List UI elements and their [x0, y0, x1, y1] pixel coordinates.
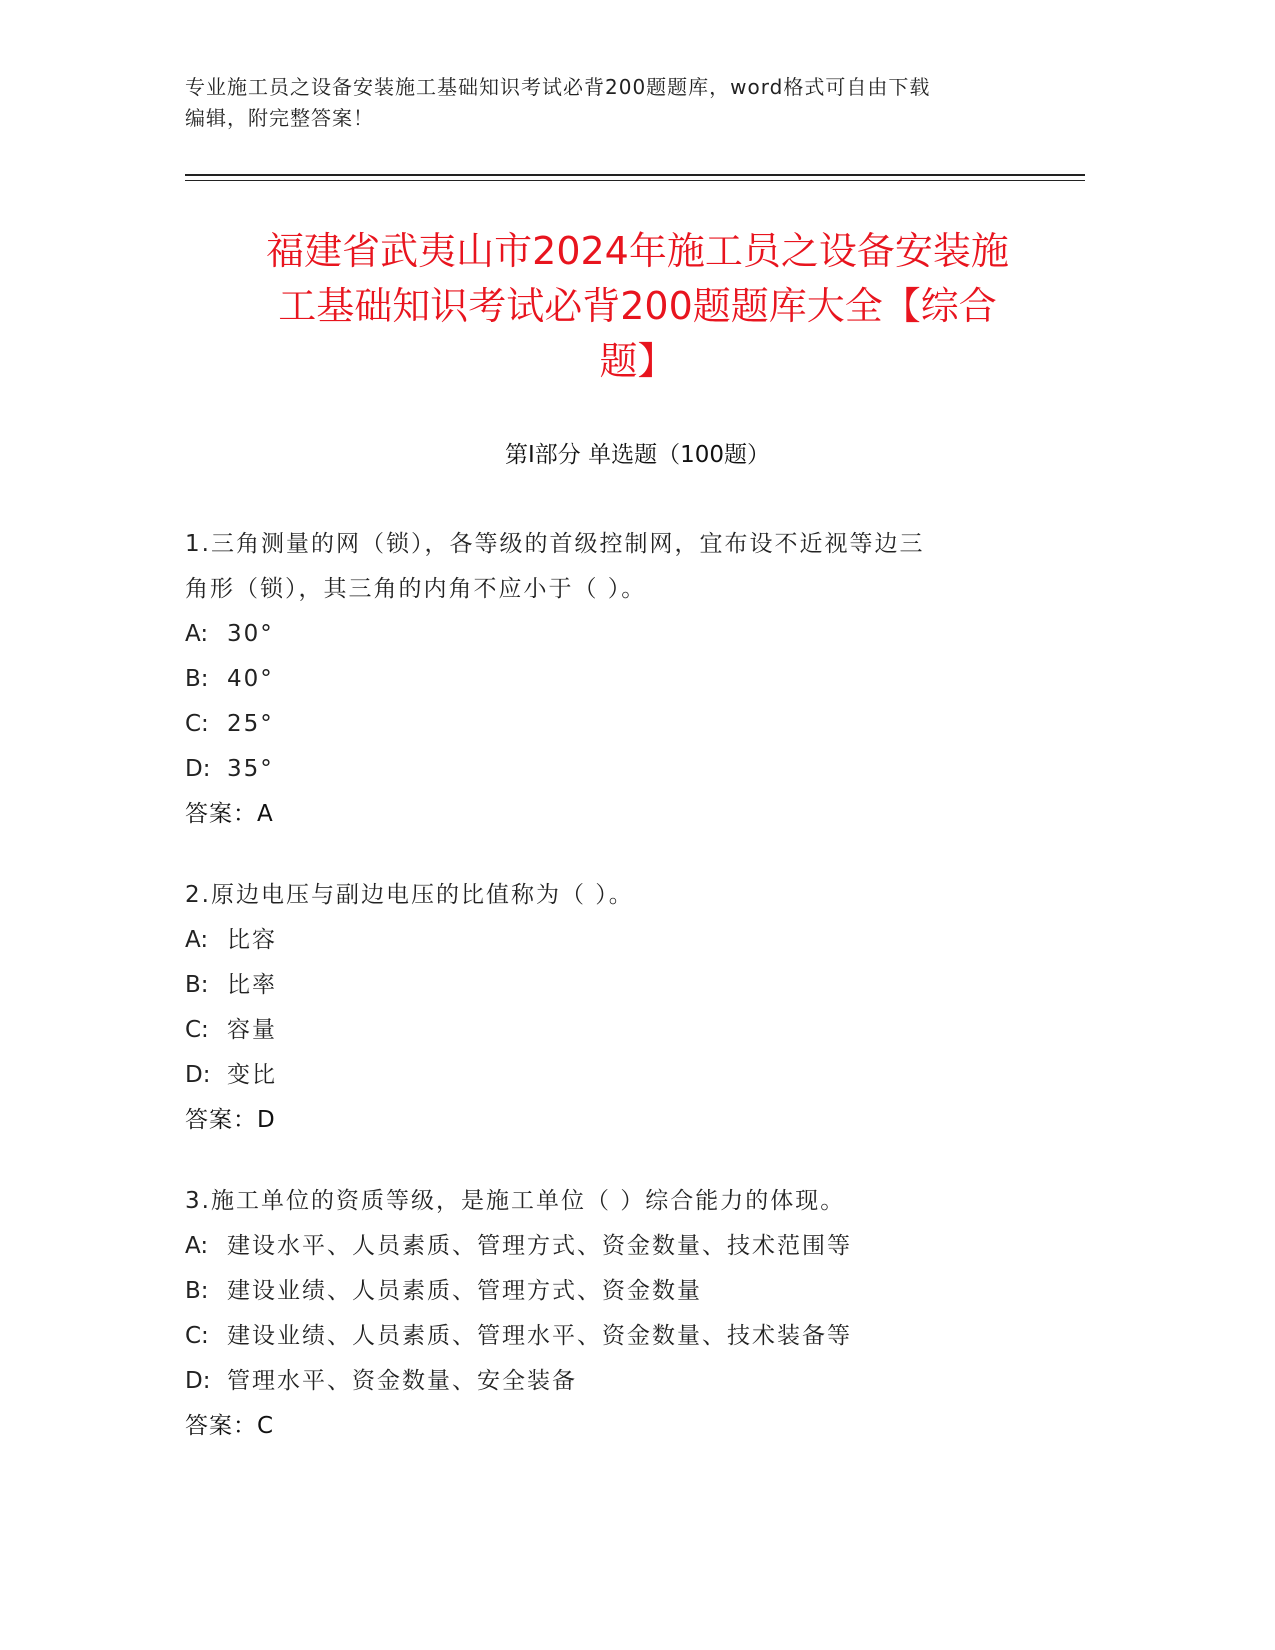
- option-letter: D:: [185, 756, 211, 782]
- option-d: [185, 747, 1085, 792]
- option-letter: B:: [185, 972, 209, 998]
- answer-value: C: [257, 1413, 275, 1439]
- answer-line: [185, 1098, 1085, 1143]
- option-letter: C:: [185, 1323, 209, 1349]
- question-item: [185, 873, 1085, 1143]
- header-divider-thin: [185, 180, 1085, 181]
- option-b: [185, 1269, 1085, 1314]
- answer-line: [185, 1404, 1085, 1449]
- option-text: 比率: [227, 972, 277, 998]
- answer-value: A: [257, 801, 274, 827]
- option-a: [185, 612, 1085, 657]
- question-stem-continued: 角形（锁），其三角的内角不应小于（ ）。: [185, 576, 647, 602]
- section-heading: 第I部分 单选题（100题）: [505, 442, 770, 468]
- question-stem: 2.原边电压与副边电压的比值称为（ ）。: [185, 882, 634, 908]
- document-title: [140, 224, 1135, 389]
- option-letter: A:: [185, 927, 209, 953]
- option-c: [185, 702, 1085, 747]
- option-text: 容量: [227, 1017, 277, 1043]
- option-letter: C:: [185, 1017, 209, 1043]
- answer-label: 答案：: [185, 1413, 257, 1439]
- option-text: 建设业绩、人员素质、管理水平、资金数量、技术装备等: [227, 1323, 852, 1349]
- option-d: [185, 1053, 1085, 1098]
- option-text: 35°: [227, 756, 274, 782]
- question-list: [185, 522, 1085, 1485]
- header-divider-thick: [185, 174, 1085, 176]
- option-letter: B:: [185, 666, 209, 692]
- question-item: [185, 1179, 1085, 1449]
- option-b: [185, 963, 1085, 1008]
- option-text: 30°: [227, 621, 274, 647]
- option-text: 建设水平、人员素质、管理方式、资金数量、技术范围等: [227, 1233, 852, 1259]
- option-text: 25°: [227, 711, 274, 737]
- option-letter: A:: [185, 1233, 209, 1259]
- option-letter: B:: [185, 1278, 209, 1304]
- option-text: 40°: [227, 666, 274, 692]
- document-header-note: [185, 72, 1085, 134]
- option-text: 变比: [227, 1062, 277, 1088]
- answer-label: 答案：: [185, 801, 257, 827]
- title-line-1: 福建省武夷山市2024年施工员之设备安装施: [266, 229, 1009, 273]
- title-line-2: 工基础知识考试必背200题题库大全【综合: [278, 284, 997, 328]
- option-c: [185, 1008, 1085, 1053]
- option-letter: D:: [185, 1368, 211, 1394]
- answer-line: [185, 792, 1085, 837]
- option-text: 比容: [227, 927, 277, 953]
- option-text: 管理水平、资金数量、安全装备: [227, 1368, 577, 1394]
- option-letter: A:: [185, 621, 209, 647]
- question-stem: 3.施工单位的资质等级，是施工单位（ ）综合能力的体现。: [185, 1188, 846, 1214]
- option-text: 建设业绩、人员素质、管理方式、资金数量: [227, 1278, 702, 1304]
- option-b: [185, 657, 1085, 702]
- option-letter: D:: [185, 1062, 211, 1088]
- question-item: [185, 522, 1085, 837]
- answer-label: 答案：: [185, 1107, 257, 1133]
- question-stem: 1.三角测量的网（锁），各等级的首级控制网，宜布设不近视等边三: [185, 531, 925, 557]
- option-d: [185, 1359, 1085, 1404]
- answer-value: D: [257, 1107, 276, 1133]
- option-c: [185, 1314, 1085, 1359]
- header-note-line-2: 编辑，附完整答案！: [185, 106, 374, 130]
- option-letter: C:: [185, 711, 209, 737]
- option-a: [185, 918, 1085, 963]
- title-line-3: 题】: [599, 339, 676, 383]
- header-note-line-1: 专业施工员之设备安装施工基础知识考试必背200题题库，word格式可自由下载: [185, 75, 931, 99]
- option-a: [185, 1224, 1085, 1269]
